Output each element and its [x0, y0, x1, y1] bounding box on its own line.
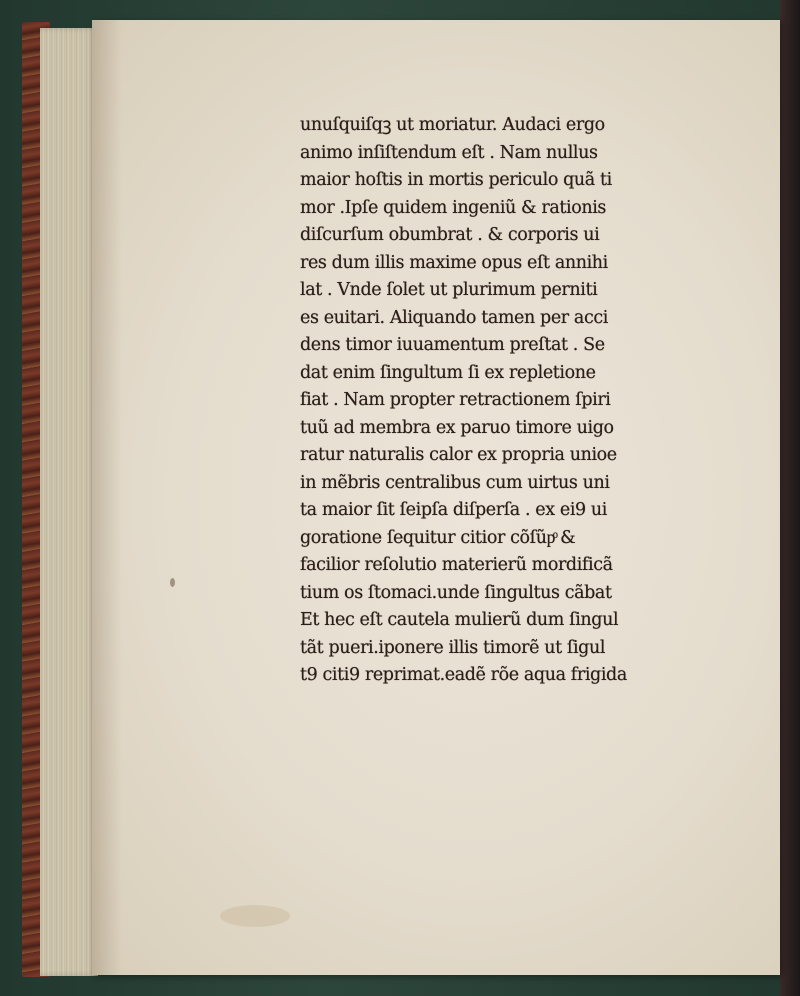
text-line: tium os ſtomaci.unde ſingultus cãbat — [300, 582, 612, 603]
gutter-shadow — [92, 20, 122, 975]
text-line: t9 citi9 reprimat.eadẽ rõe aqua frigida — [300, 665, 627, 685]
text-line: facilior reſolutio materierũ mordificã — [300, 555, 613, 575]
incunable-text-block — [300, 112, 680, 690]
page-edges — [40, 28, 98, 976]
text-line: lat . Vnde ſolet ut plurimum perniti — [300, 280, 598, 300]
text-line: mor .Ipſe quidem ingeniũ & rationis — [300, 197, 606, 218]
text-line: dens timor iuuamentum preſtat . Se — [300, 335, 605, 355]
text-line: tãt pueri.iponere illis timorẽ ut ſigul — [300, 637, 606, 658]
text-line: res dum illis maxime opus eſt annihi — [300, 252, 608, 273]
text-line: animo inſiſtendum eſt . Nam nullus — [300, 142, 598, 163]
text-line: ta maior ſit ſeipſa diſperſa . ex ei9 ui — [300, 500, 607, 520]
ink-spot — [170, 578, 175, 587]
text-line: es euitari. Aliquando tamen per acci — [300, 307, 608, 328]
text-line: tuũ ad membra ex paruo timore uigo — [300, 417, 614, 438]
text-line: maior hoſtis in mortis periculo quã ti — [300, 170, 612, 190]
text-line: in mẽbris centralibus cum uirtus uni — [300, 472, 610, 493]
text-line: dat enim ſingultum ſi ex repletione — [300, 362, 596, 383]
text-line: diſcurſum obumbrat . & corporis ui — [300, 225, 600, 245]
text-line: fiat . Nam propter retractionem ſpiri — [300, 390, 611, 410]
page-stain — [220, 905, 290, 927]
text-line: goratione ſequitur citior cõſũpͦ & — [300, 527, 576, 548]
text-line: Et hec eſt cautela mulierũ dum ſingul — [300, 610, 619, 630]
text-line: ratur naturalis calor ex propria unioe — [300, 445, 617, 465]
facing-page-edge — [780, 0, 800, 996]
text-line: unuſquiſqꝫ ut moriatur. Audaci ergo — [300, 115, 605, 135]
